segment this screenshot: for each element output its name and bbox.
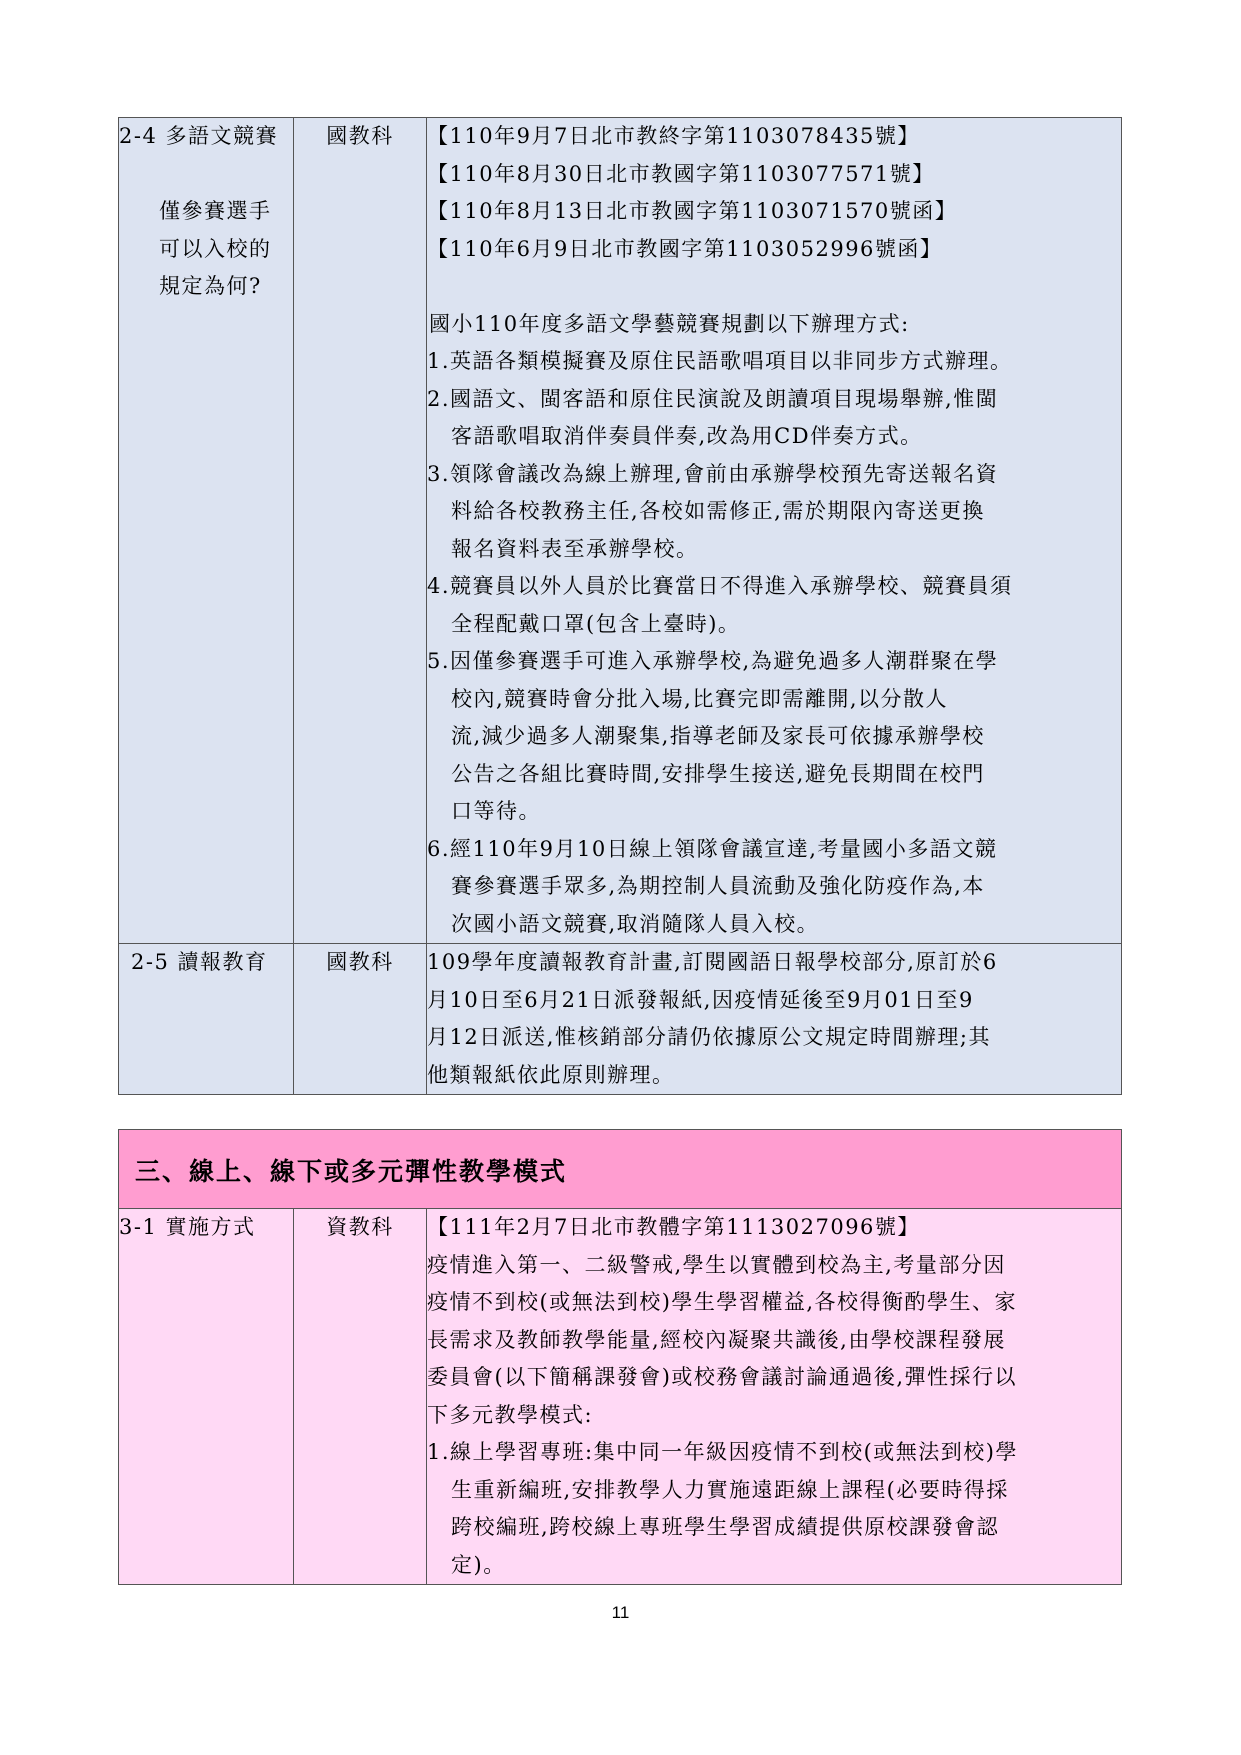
reference-line: 【110年9月7日北市教終字第1103078435號】 <box>427 124 920 148</box>
item-number: 2-5 讀報教育 <box>131 950 268 974</box>
dept-label: 國教科 <box>326 950 394 974</box>
list-item-5-cont: 公告之各組比賽時間,安排學生接送,避免長期間在校門 <box>451 761 985 786</box>
content-line: 月10日至6月21日派發報紙,因疫情延後至9月01日至9 <box>427 987 974 1012</box>
content-line: 長需求及教師教學能量,經校內凝聚共識後,由學校課程發展 <box>427 1327 1006 1352</box>
list-item-1: 1.英語各類模擬賽及原住民語歌唱項目以非同步方式辦理。 <box>427 349 1013 373</box>
intro-line: 國小110年度多語文學藝競賽規劃以下辦理方式: <box>429 311 910 336</box>
list-item-5: 5.因僅參賽選手可進入承辦學校,為避免過多人潮群聚在學 <box>427 649 999 673</box>
list-item-2-cont: 客語歌唱取消伴奏員伴奏,改為用CD伴奏方式。 <box>451 424 923 448</box>
list-item-4: 4.競賽員以外人員於比賽當日不得進入承辦學校、競賽員須 <box>427 574 1013 598</box>
dept-cell <box>294 118 427 944</box>
content-line: 疫情進入第一、二級警戒,學生以實體到校為主,考量部分因 <box>427 1252 1006 1277</box>
list-item-4-cont: 全程配戴口罩(包含上臺時)。 <box>451 611 741 636</box>
content-cell <box>427 944 1122 1095</box>
reference-line: 【111年2月7日北市教體字第1113027096號】 <box>427 1215 920 1239</box>
list-item-3-cont: 料給各校教務主任,各校如需修正,需於期限內寄送更換 <box>451 499 985 523</box>
list-item-1: 1.線上學習專班:集中同一年級因疫情不到校(或無法到校)學 <box>427 1440 1018 1464</box>
list-item-5-cont: 校內,競賽時會分批入場,比賽完即需離開,以分散人 <box>451 686 949 711</box>
content-line: 月12日派送,惟核銷部分請仍依據原公文規定時間辦理;其 <box>427 1025 991 1049</box>
content-line: 疫情不到校(或無法到校)學生學習權益,各校得衡酌學生、家 <box>427 1290 1018 1314</box>
list-item-1-cont: 生重新編班,安排教學人力實施遠距線上課程(必要時得採 <box>451 1477 1009 1502</box>
dept-label: 資教科 <box>326 1215 394 1239</box>
item-number: 3-1 實施方式 <box>119 1215 256 1239</box>
item-cell-2-5 <box>119 944 294 1095</box>
list-item-1-cont: 定)。 <box>451 1552 506 1577</box>
page-number: 11 <box>611 1603 630 1622</box>
item-question-line: 可以入校的 <box>159 236 272 261</box>
reference-line: 【110年6月9日北市教國字第1103052996號函】 <box>427 236 943 261</box>
list-item-3-cont: 報名資料表至承辦學校。 <box>451 536 699 561</box>
dept-cell <box>294 1209 427 1585</box>
list-item-5-cont: 流,減少過多人潮聚集,指導老師及家長可依據承辦學校 <box>451 724 985 748</box>
section-heading-row <box>119 1130 1122 1209</box>
content-cell <box>427 118 1122 944</box>
list-item-5-cont: 口等待。 <box>451 799 541 823</box>
item-question-line: 僅參賽選手 <box>159 199 272 223</box>
list-item-3: 3.領隊會議改為線上辦理,會前由承辦學校預先寄送報名資 <box>427 461 999 486</box>
table-row-2-5 <box>119 944 1122 1095</box>
list-item-6-cont: 賽參賽選手眾多,為期控制人員流動及強化防疫作為,本 <box>451 874 985 898</box>
dept-label: 國教科 <box>326 124 394 148</box>
item-question-line: 規定為何? <box>159 274 262 298</box>
list-item-1-cont: 跨校編班,跨校線上專班學生學習成績提供原校課發會認 <box>451 1515 1000 1539</box>
item-number: 2-4 多語文競賽 <box>119 124 278 148</box>
section-heading: 三、線上、線下或多元彈性教學模式 <box>135 1157 568 1186</box>
table-row-2-4 <box>119 118 1122 944</box>
table-section-2 <box>118 117 1122 1095</box>
content-line: 109學年度讀報教育計畫,訂閱國語日報學校部分,原訂於6 <box>427 950 998 974</box>
item-cell-3-1 <box>119 1209 294 1585</box>
content-line: 他類報紙依此原則辦理。 <box>427 1062 675 1087</box>
reference-line: 【110年8月13日北市教國字第1103071570號函】 <box>427 199 958 223</box>
content-line: 委員會(以下簡稱課發會)或校務會議討論通過後,彈性採行以 <box>427 1365 1018 1389</box>
table-section-3 <box>118 1129 1122 1585</box>
list-item-6-cont: 次國小語文競賽,取消隨隊人員入校。 <box>451 911 820 936</box>
list-item-6: 6.經110年9月10日線上領隊會議宣達,考量國小多語文競 <box>427 836 998 861</box>
content-line: 下多元教學模式: <box>427 1402 594 1427</box>
section-heading-cell <box>119 1130 1122 1209</box>
list-item-2: 2.國語文、閩客語和原住民演說及朗讀項目現場舉辦,惟閩 <box>427 386 999 411</box>
reference-line: 【110年8月30日北市教國字第1103077571號】 <box>427 161 935 186</box>
dept-cell <box>294 944 427 1095</box>
item-cell-2-4 <box>119 118 294 944</box>
table-row-3-1 <box>119 1209 1122 1585</box>
content-cell <box>427 1209 1122 1585</box>
